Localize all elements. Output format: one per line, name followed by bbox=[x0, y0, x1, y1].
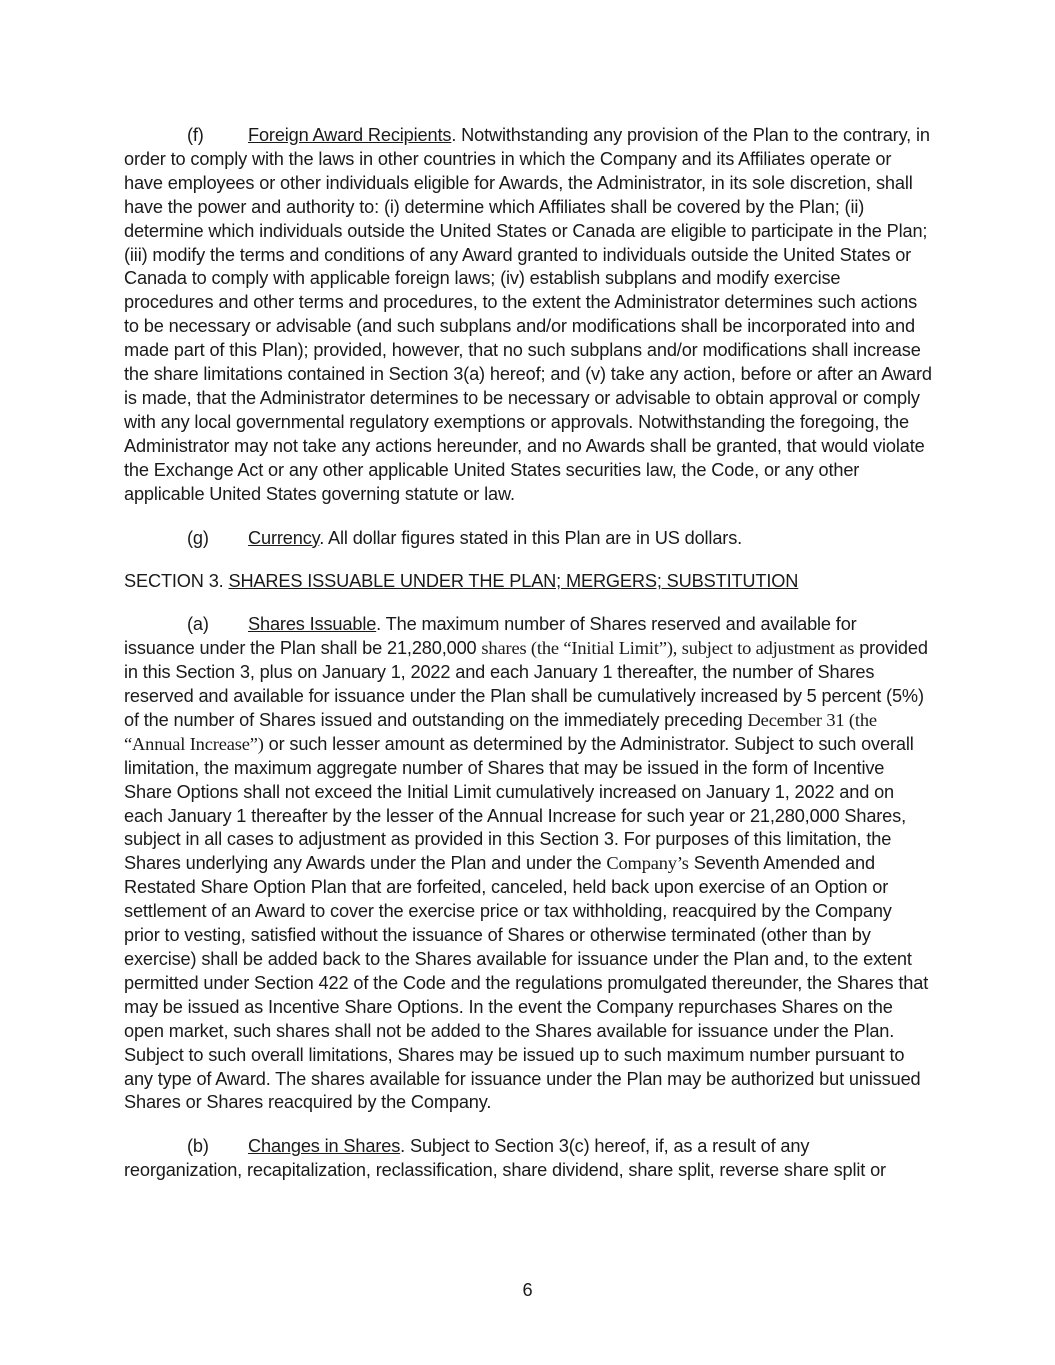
paragraph-b bbox=[124, 1135, 932, 1183]
paragraph-g-marker: (g) bbox=[187, 527, 209, 548]
section-3-heading bbox=[124, 570, 932, 594]
section-3-prefix: SECTION 3. bbox=[124, 571, 229, 592]
paragraph-b-marker: (b) bbox=[187, 1136, 209, 1157]
paragraph-a-body-2: provided in this Section 3, plus on January 1, 2022 and each January 1 thereafter, the number of Shares reserved and available for issuance under the Plan shall be cumulatively increased by 5 percent (5%) of the number of Shares issued and outstanding on the immediately preceding bbox=[124, 638, 928, 730]
paragraph-g bbox=[124, 527, 932, 551]
section-3-title: SHARES ISSUABLE UNDER THE PLAN; MERGERS; SUBSTITUTION bbox=[228, 571, 799, 592]
paragraph-f-body: . Notwithstanding any provision of the Plan to the contrary, in order to comply with the laws in other countries in which the Company and its Affiliates operate or have employees or other individuals eligible for Awards, the Administrator, in its sole discretion, shall have the power and authority to: (i) determine which Affiliates shall be covered by the Plan; (ii) determine which individuals outside the United States or Canada are eligible to participate in the Plan; (iii) modify the terms and conditions of any Award granted to individuals outside the United States or Canada to comply with applicable foreign laws; (iv) establish subplans and modify exercise procedures and other terms and procedures, to the extent the Administrator determines such actions to be necessary or advisable (and such subplans and/or modifications shall be incorporated into and made part of this Plan); provided, however, that no such subplans and/or modifications shall increase the share limitations contained in Section 3(a) hereof; and (v) take any action, before or after an Award is made, that the Administrator determines to be necessary or advisable to obtain approval or comply with any local governmental regulatory exemptions or approvals. Notwithstanding the foregoing, the Administrator may not take any actions hereunder, and no Awards shall be granted, that would violate the Exchange Act or any other applicable United States securities law, the Code, or any other applicable United States governing statute or law. bbox=[124, 125, 932, 504]
paragraph-g-heading: Currency bbox=[248, 527, 320, 548]
paragraph-b-heading: Changes in Shares bbox=[248, 1136, 401, 1157]
document-page bbox=[124, 124, 932, 1183]
paragraph-a-body-4: Seventh Amended and Restated Share Option Plan that are forfeited, canceled, held back upon exercise of an Option or settlement of an Award to cover the exercise price or tax withholding, reacquired by the Company prior to vesting, satisfied without the issuance of Shares or otherwise terminated (other than by exercise) shall be added back to the Shares available for issuance under the Plan and, to the extent permitted under Section 422 of the Code and the regulations promulgated thereunder, the Shares that may be issued as Incentive Share Options. In the event the Company repurchases Shares on the open market, such shares shall not be added to the Shares available for issuance under the Plan. Subject to such overall limitations, Shares may be issued up to such maximum number pursuant to any type of Award. The shares available for issuance under the Plan may be authorized but unissued Shares or Shares reacquired by the Company. bbox=[124, 853, 929, 1113]
paragraph-a-marker: (a) bbox=[187, 614, 209, 635]
paragraph-a-body-3: or such lesser amount as determined by the Administrator. Subject to such overall limitation, the maximum aggregate number of Shares that may be issued in the form of Incentive Share Options shall not exceed the Initial Limit cumulatively increased on January 1, 2022 and on each January 1 thereafter by the lesser of the Annual Increase for such year or 21,280,000 Shares, subject in all cases to adjustment as provided in this Section 3. For purposes of this limitation, the Shares underlying any Awards under the Plan and under the bbox=[124, 733, 914, 874]
paragraph-a-serif-1: shares (the “Initial Limit”), subject to adjustment as bbox=[481, 638, 855, 659]
paragraph-a-serif-3: Company’s bbox=[606, 853, 689, 874]
paragraph-f-marker: (f) bbox=[187, 125, 204, 145]
paragraph-f bbox=[124, 124, 932, 507]
paragraph-a-body-1: . The maximum number of Shares reserved and available for issuance under the Plan shall be 21,280,000 bbox=[124, 614, 857, 659]
paragraph-f-heading: Foreign Award Recipients bbox=[248, 125, 452, 145]
paragraph-a-heading: Shares Issuable bbox=[248, 614, 377, 635]
paragraph-b-body: . Subject to Section 3(c) hereof, if, as a result of any reorganization, recapitalization, reclassification, share dividend, share split, reverse share split or bbox=[124, 1136, 886, 1181]
paragraph-a-serif-2: December 31 (the “Annual Increase”) bbox=[124, 709, 877, 754]
page-number: 6 bbox=[522, 1280, 533, 1300]
paragraph-g-body: . All dollar figures stated in this Plan are in US dollars. bbox=[319, 527, 743, 548]
paragraph-a bbox=[124, 613, 932, 1115]
